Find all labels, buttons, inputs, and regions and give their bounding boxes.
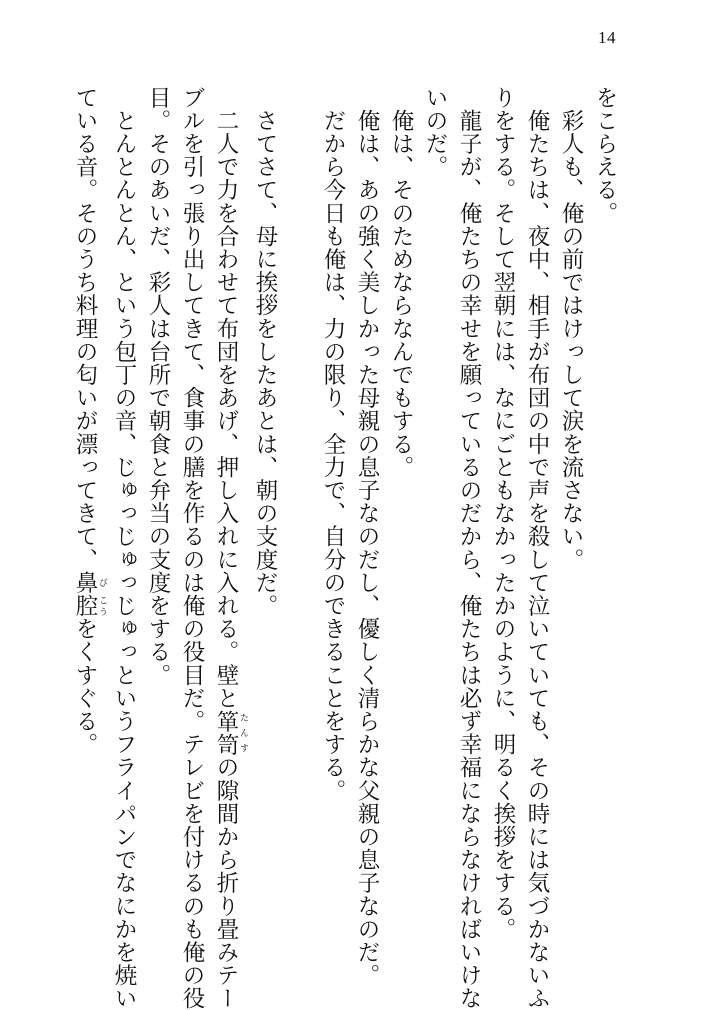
text-line-15-part-1: ている音。そのうち料理の匂いが漂ってきて、 bbox=[72, 86, 98, 572]
blank-line bbox=[282, 86, 316, 966]
text-line-14: とんとんとん、という包丁の音、じゅっじゅっじゅっというフライパンでなにかを焼い bbox=[111, 86, 137, 1010]
novel-body-text bbox=[68, 86, 622, 1010]
text-line-11-part-2: の隙間から折り畳みテー bbox=[213, 755, 239, 1010]
ruby-tansu-base: 箪笥 bbox=[213, 709, 239, 756]
text-line-11 bbox=[209, 86, 248, 1010]
text-line-11-part-1: 二人で力を合わせて布団をあげ、押し入れに入れる。壁と bbox=[213, 86, 239, 710]
ruby-bi-reading: び bbox=[97, 571, 107, 595]
text-line-3: 俺たちは、夜中、相手が布団の中で声を殺して泣いていても、その時には気づかないふ bbox=[524, 86, 550, 1010]
ruby-bi-base: 鼻 bbox=[72, 571, 98, 595]
ruby-bi bbox=[72, 571, 107, 595]
text-line-7: 俺は、そのためならなんでもする。 bbox=[388, 86, 414, 479]
ruby-kou-reading: こう bbox=[97, 594, 107, 618]
ruby-kou bbox=[72, 594, 107, 618]
text-line-5: 龍子が、俺たちの幸せを願っているのだから、俺たちは必ず幸福にならなければいけな bbox=[456, 86, 482, 1010]
text-line-9: だから今日も俺は、力の限り、全力で、自分のできることをする。 bbox=[320, 86, 346, 803]
text-line-15 bbox=[68, 86, 107, 966]
ruby-tansu-reading: たんす bbox=[238, 709, 248, 756]
text-line-2: 彩人も、俺の前ではけっして涙を流さない。 bbox=[558, 86, 584, 572]
text-line-8: 俺は、あの強く美しかった母親の息子なのだし、優しく清らかな父親の息子なのだ。 bbox=[354, 86, 380, 987]
text-line-6: いのだ。 bbox=[422, 86, 448, 179]
text-line-15-part-2: をくすぐる。 bbox=[72, 617, 98, 756]
text-line-4: りをする。そして翌朝には、なにごともなかったかのように、明るく挨拶をする。 bbox=[490, 86, 516, 941]
text-line-12: ブルを引っ張り出してきて、食事の膳を作るのは俺の役目だ。テレビを付けるのも俺の役 bbox=[179, 86, 205, 1010]
ruby-tansu bbox=[213, 709, 248, 756]
ruby-kou-base: 腔 bbox=[72, 594, 98, 618]
text-line-10: さてさて、母に挨拶をしたあとは、朝の支度だ。 bbox=[252, 86, 278, 618]
text-line-1: をこらえる。 bbox=[592, 86, 618, 225]
text-line-13: 目。そのあいだ、彩人は台所で朝食と弁当の支度をする。 bbox=[145, 86, 171, 687]
page-number: 14 bbox=[598, 28, 616, 47]
